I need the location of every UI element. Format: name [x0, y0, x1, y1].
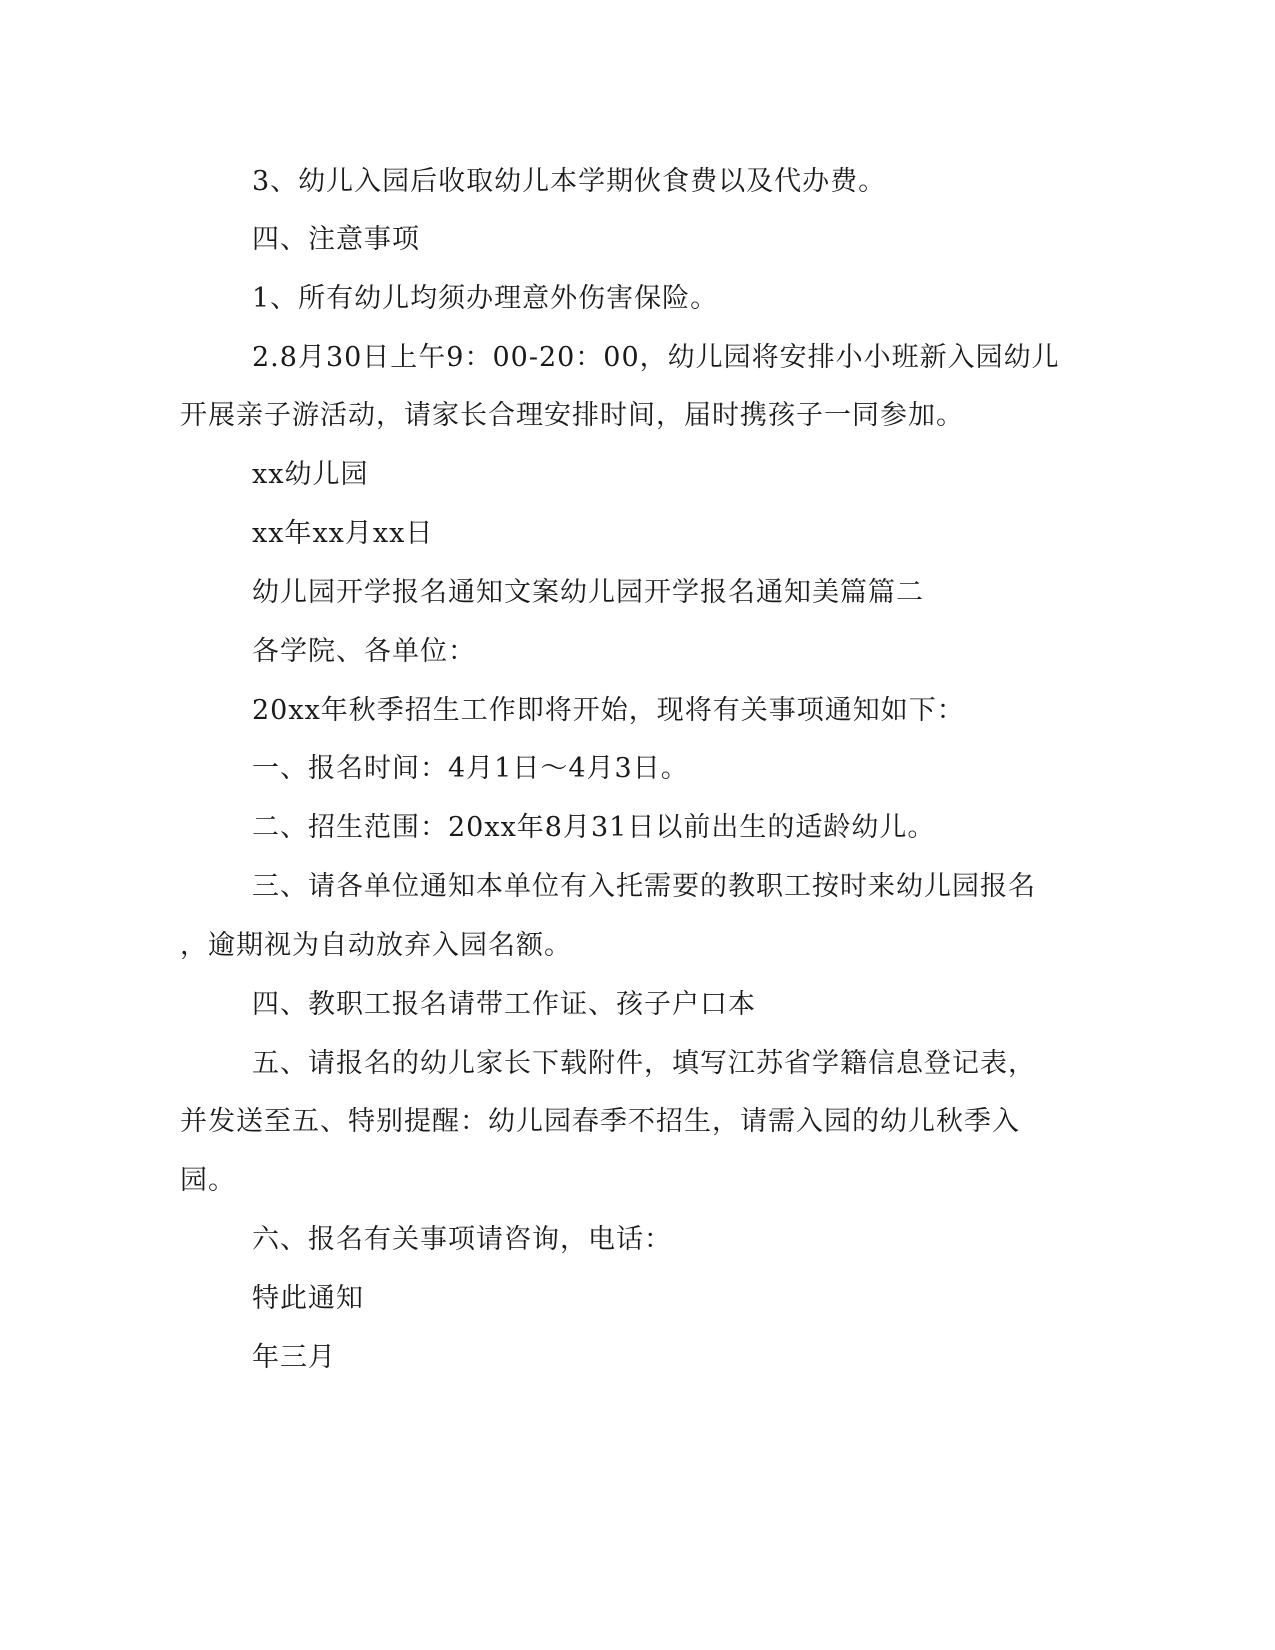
item-documents-required: 四、教职工报名请带工作证、孩子户口本 [252, 989, 756, 1020]
closing-date: 年三月 [252, 1342, 336, 1373]
signature-kindergarten: xx幼儿园 [252, 459, 369, 490]
item-download-form-line-1: 五、请报名的幼儿家长下载附件，填写江苏省学籍信息登记表， [252, 1048, 1036, 1079]
item-staff-notice-line-1: 三、请各单位通知本单位有入托需要的教职工按时来幼儿园报名 [252, 871, 1036, 902]
paragraph-intro: 20xx年秋季招生工作即将开始，现将有关事项通知如下： [252, 695, 965, 726]
item-download-form-line-3: 园。 [180, 1165, 236, 1196]
article-title-part-two: 幼儿园开学报名通知文案幼儿园开学报名通知美篇篇二 [252, 577, 924, 608]
closing-notice: 特此通知 [252, 1283, 364, 1314]
paragraph-activity-line-2: 开展亲子游活动，请家长合理安排时间，届时携孩子一同参加。 [180, 400, 964, 431]
item-staff-notice-line-2: ，逾期视为自动放弃入园名额。 [180, 930, 572, 961]
salutation: 各学院、各单位： [252, 636, 476, 667]
item-registration-time: 一、报名时间：4月1日～4月3日。 [252, 753, 689, 784]
signature-date: xx年xx月xx日 [252, 518, 434, 549]
item-enrollment-scope: 二、招生范围：20xx年8月31日以前出生的适龄幼儿。 [252, 812, 936, 843]
paragraph-activity-line-1: 2.8月30日上午9：00-20：00，幼儿园将安排小小班新入园幼儿 [252, 342, 1060, 373]
item-contact-phone: 六、报名有关事项请咨询，电话： [252, 1224, 672, 1255]
paragraph-fee-collection: 3、幼儿入园后收取幼儿本学期伙食费以及代办费。 [252, 166, 887, 197]
section-heading-notes: 四、注意事项 [252, 224, 420, 255]
item-download-form-line-2: 并发送至五、特别提醒：幼儿园春季不招生，请需入园的幼儿秋季入 [180, 1106, 1020, 1137]
paragraph-insurance: 1、所有幼儿均须办理意外伤害保险。 [252, 283, 719, 314]
